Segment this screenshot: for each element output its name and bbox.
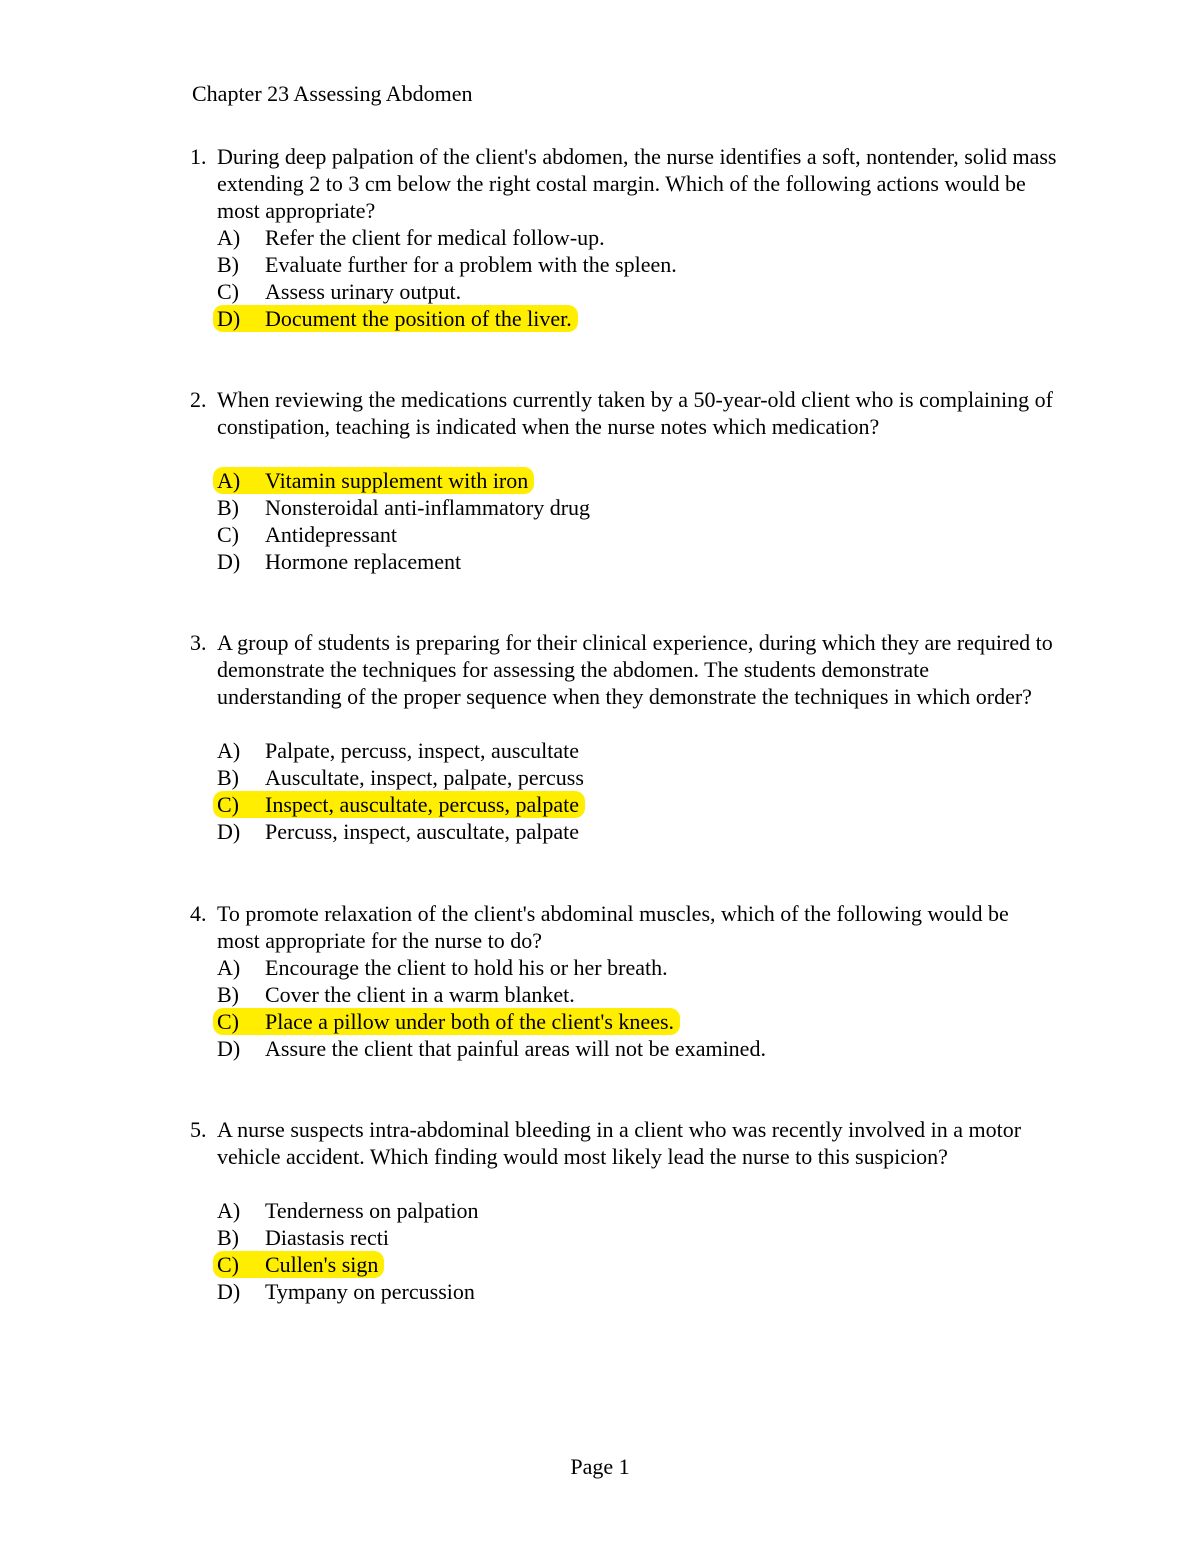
option-text: Auscultate, inspect, palpate, percuss	[265, 765, 584, 790]
option-text: Encourage the client to hold his or her breath.	[265, 955, 668, 980]
answer-option-c-highlighted	[213, 791, 585, 818]
answer-option-d	[213, 1278, 485, 1305]
option-letter: B)	[217, 765, 239, 790]
option-text: Percuss, inspect, auscultate, palpate	[265, 819, 580, 844]
question-number: 5.	[190, 1117, 207, 1142]
option-text: Refer the client for medical follow-up.	[265, 225, 605, 250]
option-letter: B)	[217, 495, 239, 520]
answer-option-b	[213, 494, 596, 521]
option-letter: A)	[217, 225, 241, 250]
option-text: Palpate, percuss, inspect, auscultate	[265, 738, 580, 763]
question-stem: When reviewing the medications currently taken by a 50-year-old client who is complaining of constipation, teaching is indicated when the nurse notes which medication?	[217, 387, 1053, 439]
option-text: Diastasis recti	[265, 1225, 390, 1250]
question-stem: A nurse suspects intra-abdominal bleeding in a client who was recently involved in a motor vehicle accident. Which finding would most likely lead the nurse to this suspicion?	[217, 1117, 1022, 1169]
option-letter: B)	[217, 1225, 239, 1250]
question-number: 3.	[190, 630, 207, 655]
option-text: Assure the client that painful areas will not be examined.	[265, 1036, 766, 1061]
option-text: Tympany on percussion	[265, 1279, 475, 1304]
question-number: 1.	[190, 144, 207, 169]
document-title: Chapter 23 Assessing Abdomen	[192, 81, 473, 106]
question-stem: A group of students is preparing for their clinical experience, during which they are required to demonstrate the techniques for assessing the abdomen. The students demonstrate understanding of the proper sequence when they demonstrate the techniques in which order?	[217, 630, 1053, 709]
option-text: Place a pillow under both of the client's knees.	[265, 1009, 675, 1034]
option-letter: A)	[217, 1198, 241, 1223]
question-stem: During deep palpation of the client's abdomen, the nurse identifies a soft, nontender, solid mass extending 2 to 3 cm below the right costal margin. Which of the following actions would be most appropriate?	[217, 144, 1057, 223]
answer-options	[213, 1197, 485, 1305]
answer-option-a-highlighted	[213, 467, 534, 494]
option-text: Nonsteroidal anti-inflammatory drug	[265, 495, 591, 520]
answer-option-d-highlighted	[213, 305, 578, 332]
answer-options	[213, 954, 772, 1062]
option-text: Evaluate further for a problem with the spleen.	[265, 252, 677, 277]
answer-option-c	[213, 278, 683, 305]
answer-option-c-highlighted	[213, 1251, 384, 1278]
option-letter: A)	[217, 955, 241, 980]
answer-option-d	[213, 818, 590, 845]
option-text: Hormone replacement	[265, 549, 462, 574]
answer-option-b	[213, 981, 772, 1008]
answer-option-a	[213, 737, 590, 764]
option-letter: C)	[217, 1009, 239, 1034]
option-text: Cover the client in a warm blanket.	[265, 982, 575, 1007]
answer-options	[213, 737, 590, 845]
page-number-footer: Page 1	[570, 1454, 630, 1479]
answer-option-a	[213, 954, 772, 981]
option-text: Document the position of the liver.	[265, 306, 572, 331]
option-letter: A)	[217, 468, 241, 493]
option-letter: C)	[217, 1252, 239, 1277]
answer-option-a	[213, 1197, 485, 1224]
option-text: Antidepressant	[265, 522, 397, 547]
option-text: Assess urinary output.	[265, 279, 462, 304]
option-text: Cullen's sign	[265, 1252, 379, 1277]
answer-options	[213, 224, 683, 332]
option-letter: B)	[217, 252, 239, 277]
question-number: 4.	[190, 901, 207, 926]
option-letter: D)	[217, 1279, 241, 1304]
answer-option-d	[213, 548, 596, 575]
answer-option-b	[213, 1224, 485, 1251]
question-stem: To promote relaxation of the client's abdominal muscles, which of the following would be most appropriate for the nurse to do?	[217, 901, 1009, 953]
option-text: Tenderness on palpation	[265, 1198, 479, 1223]
option-letter: C)	[217, 792, 239, 817]
option-text: Inspect, auscultate, percuss, palpate	[265, 792, 579, 817]
option-letter: C)	[217, 522, 239, 547]
option-letter: D)	[217, 1036, 241, 1061]
option-letter: D)	[217, 549, 241, 574]
option-letter: B)	[217, 982, 239, 1007]
question-number: 2.	[190, 387, 207, 412]
option-letter: C)	[217, 279, 239, 304]
answer-option-b	[213, 251, 683, 278]
answer-option-d	[213, 1035, 772, 1062]
option-letter: D)	[217, 819, 241, 844]
answer-option-a	[213, 224, 683, 251]
answer-option-c	[213, 521, 596, 548]
option-letter: A)	[217, 738, 241, 763]
answer-option-b	[213, 764, 590, 791]
answer-option-c-highlighted	[213, 1008, 680, 1035]
answer-options	[213, 467, 596, 575]
option-letter: D)	[217, 306, 241, 331]
option-text: Vitamin supplement with iron	[265, 468, 529, 493]
